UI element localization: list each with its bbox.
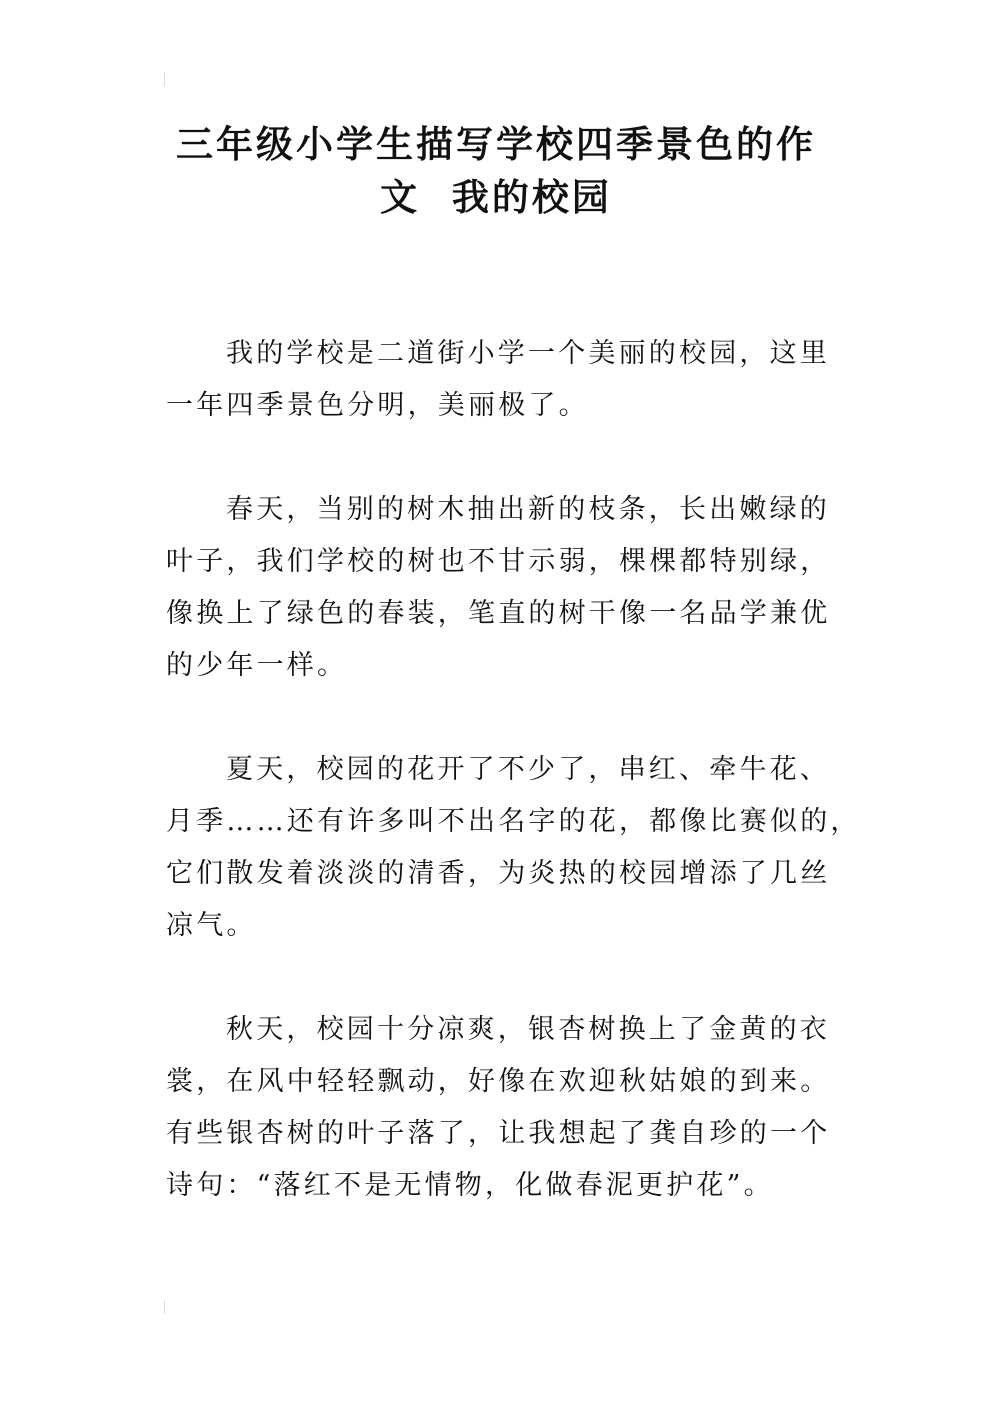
- text-line: 像换上了绿色的春装，笔直的树干像一名品学兼优: [166, 598, 831, 629]
- text-line: 月季……还有许多叫不出名字的花，都像比赛似的，: [166, 806, 861, 837]
- text-line: 凉气。: [166, 910, 257, 941]
- text-line: 它们散发着淡淡的清香，为炎热的校园增添了几丝: [166, 858, 831, 889]
- page-corner-mark-bottom: [164, 1300, 165, 1314]
- text-line: 叶子，我们学校的树也不甘示弱，棵棵都特别绿，: [166, 546, 831, 577]
- text-line: 诗句：“落红不是无情物，化做春泥更护花”。: [166, 1170, 774, 1201]
- document-title: [0, 118, 992, 224]
- text-line: 我的学校是二道街小学一个美丽的校园，这里: [226, 338, 830, 369]
- page-corner-mark-top: [164, 72, 165, 86]
- text-line: 夏天，校园的花开了不少了，串红、牵牛花、: [226, 754, 830, 785]
- text-line: 秋天，校园十分凉爽，银杏树换上了金黄的衣: [226, 1014, 830, 1045]
- text-line: 的少年一样。: [166, 650, 348, 681]
- text-line: 一年四季景色分明，美丽极了。: [166, 390, 589, 421]
- title-line-2: 文 我的校园: [380, 176, 612, 219]
- paragraph-spring: [166, 484, 846, 692]
- paragraph-summer: [166, 744, 861, 952]
- paragraph-autumn: [166, 1004, 846, 1212]
- document-body: [166, 328, 861, 1264]
- text-line: 裳，在风中轻轻飘动，好像在欢迎秋姑娘的到来。: [166, 1066, 831, 1097]
- text-line: 有些银杏树的叶子落了，让我想起了龚自珍的一个: [166, 1118, 831, 1149]
- title-line-1: 三年级小学生描写学校四季景色的作: [176, 123, 816, 166]
- paragraph-intro: [166, 328, 846, 432]
- text-line: 春天，当别的树木抽出新的枝条，长出嫩绿的: [226, 494, 830, 525]
